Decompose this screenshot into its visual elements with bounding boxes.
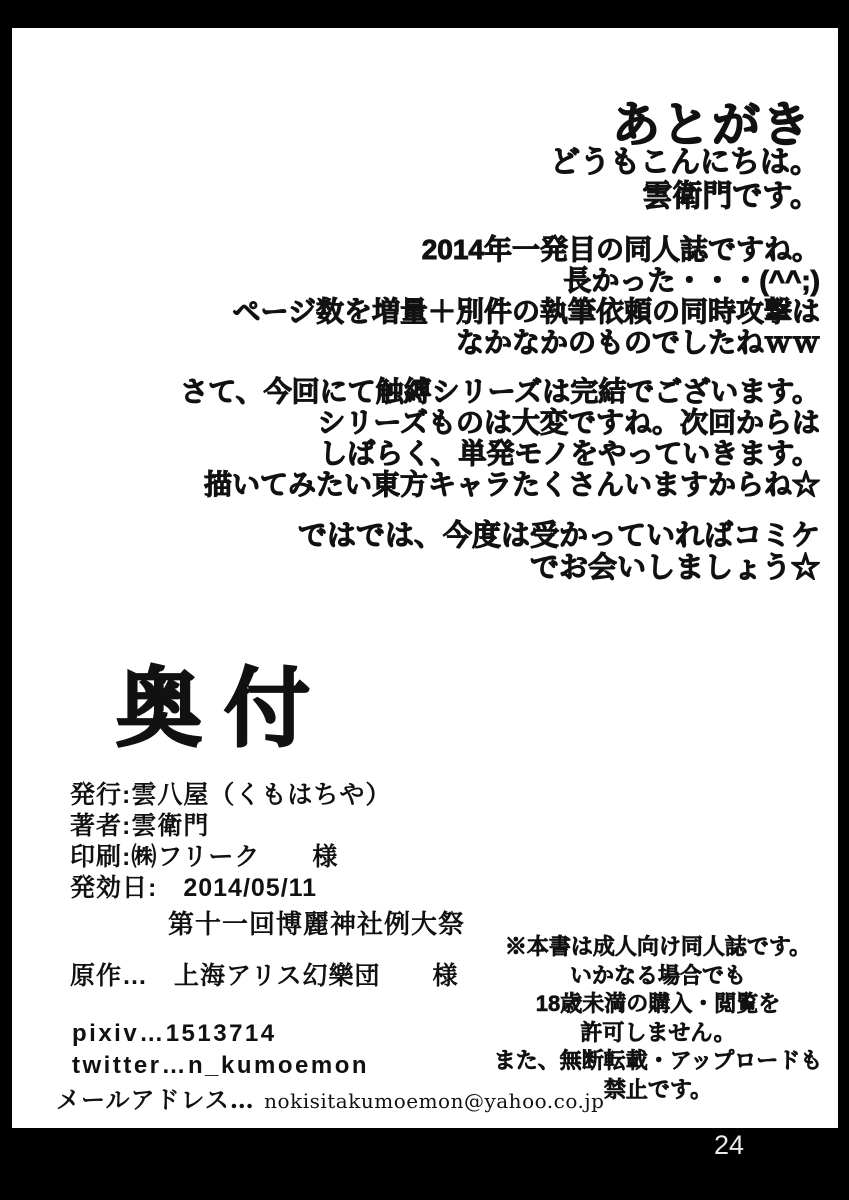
colophon-publisher: 発行:雲八屋（くもはちや） <box>70 781 392 809</box>
colophon-title: 奥付 <box>116 661 332 757</box>
afterword-line: 描いてみたい東方キャラたくさんいますからね☆ <box>203 469 820 500</box>
adult-warning-notice <box>490 933 826 1104</box>
afterword-line: 長かった・・・(^^;) <box>563 265 820 296</box>
warning-line: 禁止です。 <box>603 1076 713 1102</box>
page-number: 24 <box>713 1130 745 1160</box>
warning-line: 許可しません。 <box>580 1019 736 1045</box>
contact-email-address: nokisitakumoemon@yahoo.co.jp <box>264 1089 605 1113</box>
warning-line: また、無断転載・アップロードも <box>493 1048 823 1073</box>
afterword-line: 2014年一発目の同人誌ですね。 <box>421 234 820 265</box>
colophon-original-credit: 原作… 上海アリス幻樂団 様 <box>70 962 459 990</box>
colophon-printer: 印刷:㈱フリーク 様 <box>70 843 339 871</box>
colophon-date: 発効日: 2014/05/11 <box>70 874 318 902</box>
afterword-line: ページ数を増量＋別件の執筆依頼の同時攻撃は <box>232 296 820 327</box>
afterword-title: あとがき <box>611 99 812 152</box>
colophon-author: 著者:雲衛門 <box>70 812 210 840</box>
afterword-greeting <box>550 146 820 214</box>
contact-twitter: twitter…n_kumoemon <box>72 1052 370 1079</box>
afterword-paragraph-3 <box>298 520 820 584</box>
warning-line: 18歳未満の購入・閲覧を <box>535 991 781 1016</box>
afterword-line: なかなかのものでしたねｗｗ <box>455 327 820 358</box>
afterword-paragraph-1 <box>233 234 820 358</box>
afterword-greeting-line: どうもこんにちは。 <box>550 146 820 179</box>
contact-email-label: メールアドレス… <box>56 1085 255 1114</box>
afterword-line: でお会いしましょう☆ <box>529 552 820 584</box>
afterword-line: しばらく、単発モノをやっていきます。 <box>319 438 820 469</box>
afterword-line: さて、今回にて触縛シリーズは完結でございます。 <box>180 376 820 407</box>
afterword-line: シリーズものは大変ですね。次回からは <box>317 407 820 438</box>
contact-pixiv: pixiv…1513714 <box>72 1020 277 1047</box>
warning-line: いかなる場合でも <box>569 962 746 988</box>
afterword-paragraph-2 <box>180 376 820 500</box>
colophon-event: 第十一回博麗神社例大祭 <box>168 909 466 939</box>
scanned-page <box>12 28 838 1128</box>
afterword-line: ではでは、今度は受かっていればコミケ <box>297 520 820 552</box>
colophon-details <box>70 780 391 904</box>
warning-line: ※本書は成人向け同人誌です。 <box>504 934 812 959</box>
afterword-greeting-line: 雲衛門です。 <box>642 180 820 213</box>
